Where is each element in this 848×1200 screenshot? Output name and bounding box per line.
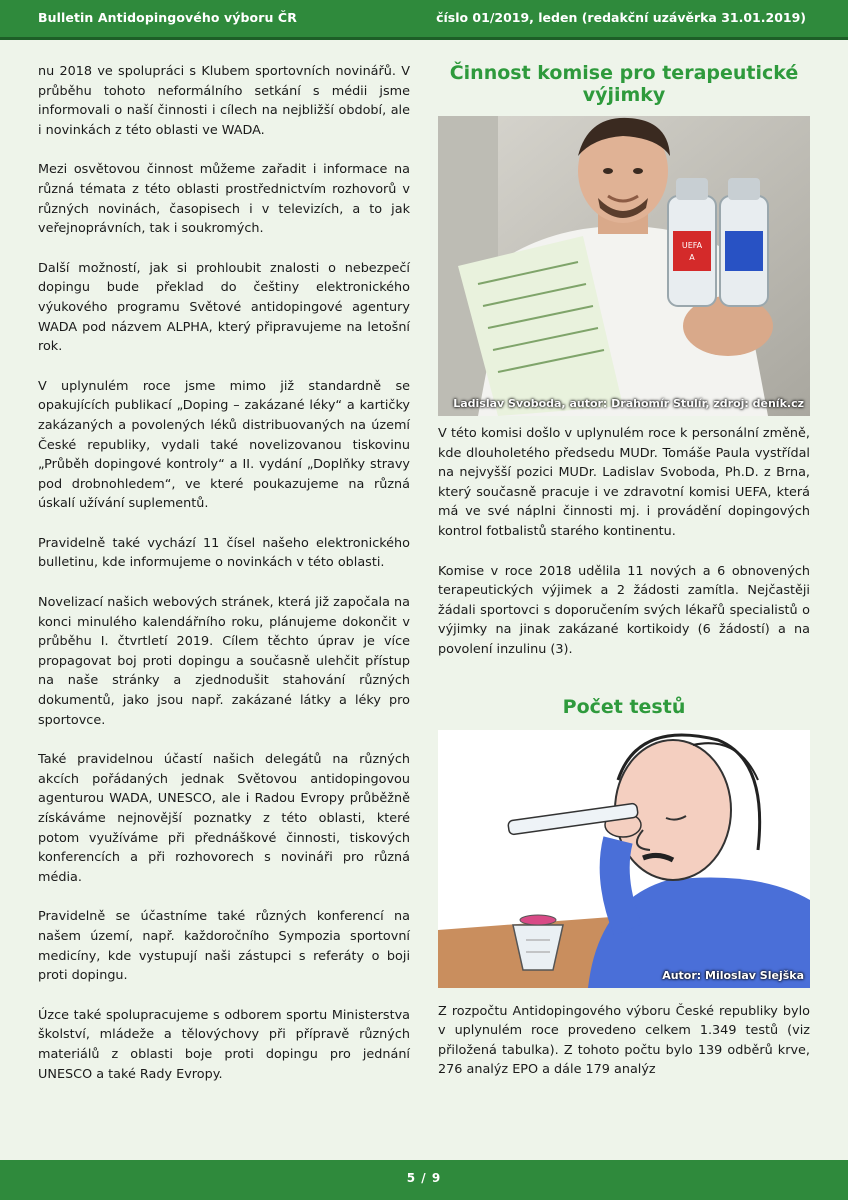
photo-ladislav-svoboda xyxy=(438,116,810,416)
paragraph: Z rozpočtu Antidopingového výboru České republiky bylo v uplynulém roce provedeno celkem 1.349 testů (viz přiložená tabulka). Z tohoto počtu bylo 139 odběrů krve, 276 analýz EPO a dále 179 analýz xyxy=(438,1003,810,1078)
paragraph: Novelizací našich webových stránek, která již započala na konci minulého kalendářního roku, plánujeme dokončit v průběhu I. čtvrtletí 2019. Cílem těchto úprav je více propagovat boj proti dopingu a současně ulehčit přístup na naše stránky a zjednodušit stahování různých dokumentů, jako jsou např. zakázané látky a léky pro sportovce. xyxy=(38,595,410,728)
right-column xyxy=(438,62,810,1100)
photo-illustration xyxy=(438,116,810,416)
paragraph: V uplynulém roce jsme mimo již standardně se opakujících publikací „Doping – zakázané léky“ a kartičky zakázaných a povolených léků distribuovaných na území České republiky, vydali také novelizovanou tiskovinu „Průběh dopingové kontroly“ a II. vydání „Doplňky stravy pod drobnohledem“, ve které poukazujeme na různá úskalí užívání suplementů. xyxy=(38,378,410,512)
paragraph: V této komisi došlo v uplynulém roce k personální změně, kde dlouholetého předsedu MUDr. Tomáše Paula vystřídal na nejvyšší pozici MUDr. Ladislav Svoboda, Ph.D. z Brna, který současně pracuje i ve zdravotní komisi UEFA, která má ve své náplni činnosti mj. i provádění dopingových kontrol fotbalistů starého kontinentu. xyxy=(438,426,810,539)
paragraph: Pravidelně také vychází 11 čísel našeho elektronického bulletinu, kde informujeme o novinkách v této oblasti. xyxy=(38,535,410,571)
paragraph: Pravidelně se účastníme také různých konferencí na našem území, např. každoročního Sympozia sportovní medicíny, kde vystupují naši zástupci s referáty o boji proti dopingu. xyxy=(38,909,410,984)
paragraph: Také pravidelnou účastí našich delegátů na různých akcích pořádaných jednak Světovou antidopingovou agenturou WADA, UNESCO, ale i Radou Evropy průběžně získáváme nejnovější poznatky z této oblasti, které potom využíváme při přednáškové činnosti, tiskových konferencích a při rozhovorech s novináři pro různá média. xyxy=(38,752,410,885)
paragraph: Další možností, jak si prohloubit znalosti o nebezpečí dopingu bude překlad do češtiny elektronického výukového programu Světové antidopingové agentury WADA pod názvem ALPHA, který připravujeme na letošní rok. xyxy=(38,260,410,355)
page-number: 5 / 9 xyxy=(406,1171,442,1185)
cartoon-caption: Autor: Miloslav Slejška xyxy=(662,968,804,982)
photo-caption: Ladislav Svoboda, autor: Drahomír Stulír, zdroj: deník.cz xyxy=(453,397,804,410)
paragraph: Mezi osvětovou činnost můžeme zařadit i informace na různá témata z této oblasti prostřednictvím rozhovorů v různých novinách, časopisech i v televizích, a to jak veřejnoprávních, tak i soukromých. xyxy=(38,162,410,237)
left-column xyxy=(38,62,410,1104)
section-title-test-count: Počet testů xyxy=(562,695,686,718)
cartoon-illustration xyxy=(438,730,810,988)
issue-info: číslo 01/2019, leden (redakční uzávěrka 31.01.2019) xyxy=(436,10,806,25)
paragraph: Úzce také spolupracujeme s odborem sportu Ministerstva školství, mládeže a tělovýchovy při přípravě různých materiálů z oblasti boje proti dopingu pro jednání UNESCO a také Rady Evropy. xyxy=(38,1007,410,1082)
page-header xyxy=(0,0,848,40)
paragraph: nu 2018 ve spolupráci s Klubem sportovních novinářů. V průběhu tohoto neformálního setkání s médii jsme informovali o naší činnosti i cílech na nejbližší období, ale i novinkách z této oblasti ve WADA. xyxy=(38,64,410,138)
bottle-label-text: UEFA xyxy=(681,241,703,250)
bottle-label-text: A xyxy=(689,253,695,262)
cartoon-drawing xyxy=(438,730,810,988)
section-title-therapeutic-exemptions: Činnost komise pro terapeutické výjimky xyxy=(449,62,799,106)
page-footer xyxy=(0,1160,848,1200)
paragraph: Komise v roce 2018 udělila 11 nových a 6 obnovených terapeutických výjimek a 2 žádosti zamítla. Nejčastěji žádali sportovci s doporučením svých lékařů specialistů o výjimky na jinak zakázané kortikoidy (6 žádostí) a na povolení inzulinu (3). xyxy=(438,563,810,657)
bulletin-title: Bulletin Antidopingového výboru ČR xyxy=(38,10,297,25)
